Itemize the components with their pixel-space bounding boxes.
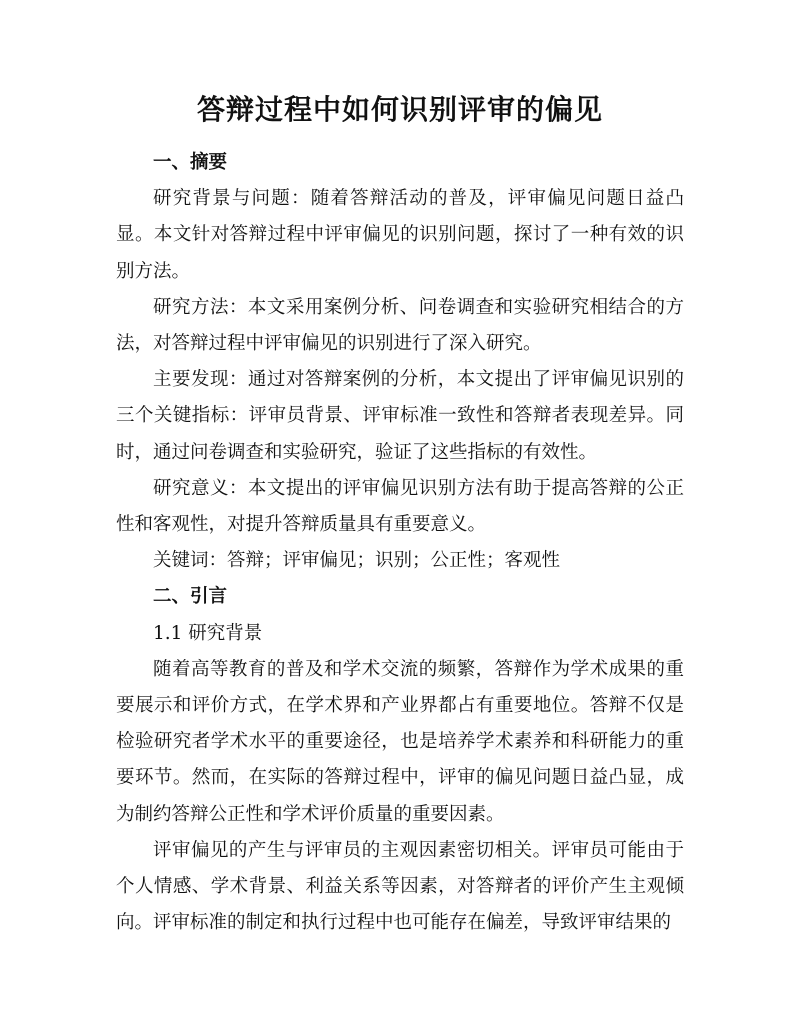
keywords-line: 关键词：答辩；评审偏见；识别；公正性；客观性 — [153, 550, 561, 572]
intro-paragraph-1: 随着高等教育的普及和学术交流的频繁，答辩作为学术成果的重要展示和评价方式，在学术界和产业界都占有重要地位。答辩不仅是检验研究者学术水平的重要途径，也是培养学术素养和科研能力的重要环节。然而，在实际的答辩过程中，评审的偏见问题日益凸显，成为制约答辩公正性和学术评价质量的重要因素。 — [116, 658, 684, 825]
document-body — [116, 145, 684, 941]
abstract-background-paragraph: 研究背景与问题：随着答辩活动的普及，评审偏见问题日益凸显。本文针对答辩过程中评审偏见的识别问题，探讨了一种有效的识别方法。 — [116, 188, 684, 282]
intro-paragraph-2: 评审偏见的产生与评审员的主观因素密切相关。评审员可能由于个人情感、学术背景、利益关系等因素，对答辩者的评价产生主观倾向。评审标准的制定和执行过程中也可能存在偏差，导致评审结果的 — [116, 839, 684, 934]
abstract-method-paragraph: 研究方法：本文采用案例分析、问卷调查和实验研究相结合的方法，对答辩过程中评审偏见的识别进行了深入研究。 — [116, 296, 684, 355]
abstract-significance-paragraph: 研究意义：本文提出的评审偏见识别方法有助于提高答辩的公正性和客观性，对提升答辩质量具有重要意义。 — [116, 477, 684, 536]
abstract-findings-paragraph: 主要发现：通过对答辩案例的分析，本文提出了评审偏见识别的三个关键指标：评审员背景、评审标准一致性和答辩者表现差异。同时，通过问卷调查和实验研究，验证了这些指标的有效性。 — [116, 369, 684, 463]
section-heading-introduction: 二、引言 — [153, 586, 228, 608]
document-title: 答辩过程中如何识别评审的偏见 — [196, 93, 603, 126]
section-heading-abstract: 一、摘要 — [153, 152, 228, 173]
subsection-heading-research-background: 1.1 研究背景 — [153, 622, 263, 644]
